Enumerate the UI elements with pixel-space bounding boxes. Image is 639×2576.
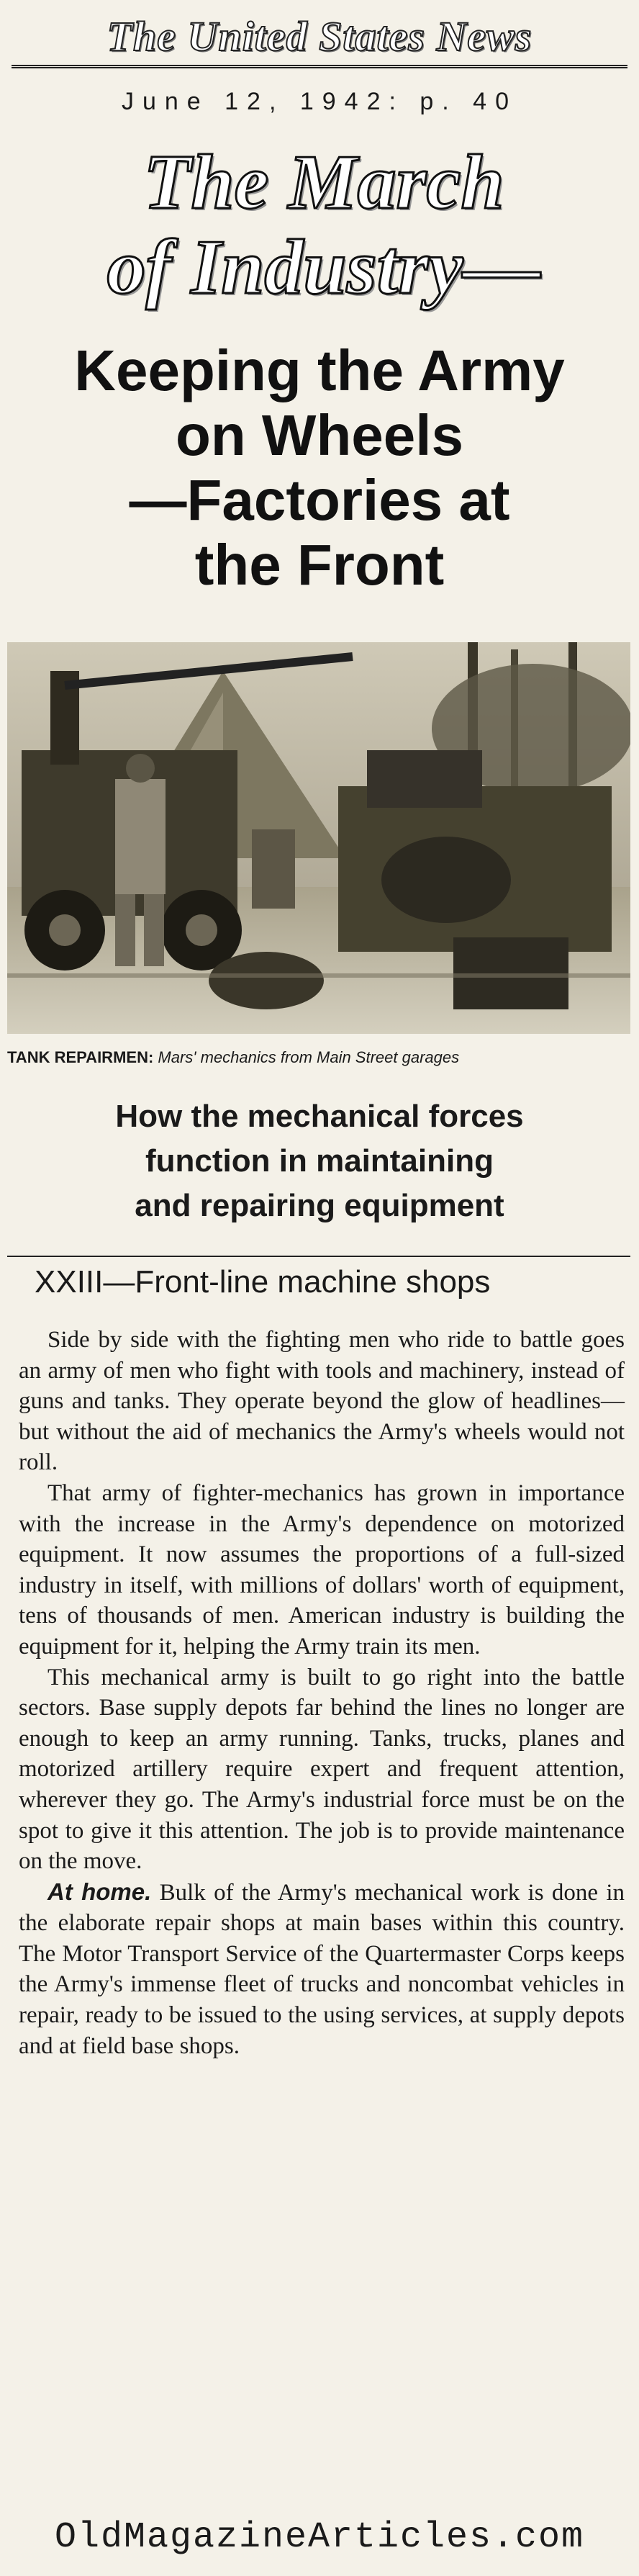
section-title [43,140,604,310]
subhead-line-3: and repairing equipment [135,1188,504,1223]
paragraph-4 [19,1877,625,2062]
headline-line-4: the Front [194,533,445,597]
subhead-line-1: How the mechanical forces [115,1099,524,1134]
section-title-line-2: of Industry— [106,225,541,310]
subhead-line-2: function in maintaining [145,1143,494,1179]
dateline: June 12, 1942: p. 40 [121,88,518,115]
subheadline [0,1094,639,1228]
paragraph-4-text: Bulk of the Army's mechanical work is done in the elaborate repair shops at main bases within this country. The Motor Transport Service of the Quartermaster Corps keeps the Army's immense fleet of trucks and noncombat vehicles in repair, ready to be issued to the using services, at supply depots and at field base shops. [19,1879,625,2059]
masthead-title: The United States News [106,12,532,60]
caption-label: TANK REPAIRMEN: [7,1048,154,1066]
paragraph-1: Side by side with the fighting men who ride to battle goes an army of men who fight with tools and machinery, instead of guns and tanks. They operate beyond the glow of headlines—but without the aid of mechanics the Army's wheels would not roll. [19,1327,625,1476]
article-headline [0,338,639,598]
paragraph-2: That army of fighter-mechanics has grown in importance with the increase in the Army's dependence on motorized equipment. It now assumes the proportions of a full-sized industry in itself, with millions of dollars' worth of equipment, tens of thousands of men. American industry is building the equipment for it, helping the Army train its men. [19,1480,625,1659]
headline-line-3: —Factories at [129,468,510,532]
article-photo [7,642,630,1034]
masthead [12,7,627,68]
series-title: XXIII—Front-line machine shops [35,1264,491,1300]
divider-rule [7,1256,630,1257]
headline-line-1: Keeping the Army [74,338,565,402]
headline-line-2: on Wheels [175,403,464,467]
paragraph-3: This mechanical army is built to go right into the battle sectors. Base supply depots far behind the lines no longer are enough to keep an army running. Tanks, trucks, planes and motorized artillery require expert and frequent attention, wherever they go. The Army's industrial force must be on the spot to give it this attention. The job is to provide maintenance on the move. [19,1664,625,1875]
section-title-line-1: The March [143,140,504,225]
run-in-head: At home. [47,1878,152,1905]
article-body [19,1325,625,2061]
footer-watermark: OldMagazineArticles.com [54,2517,585,2558]
photo-caption [7,1048,632,1067]
caption-text: Mars' mechanics from Main Street garages [158,1048,460,1066]
